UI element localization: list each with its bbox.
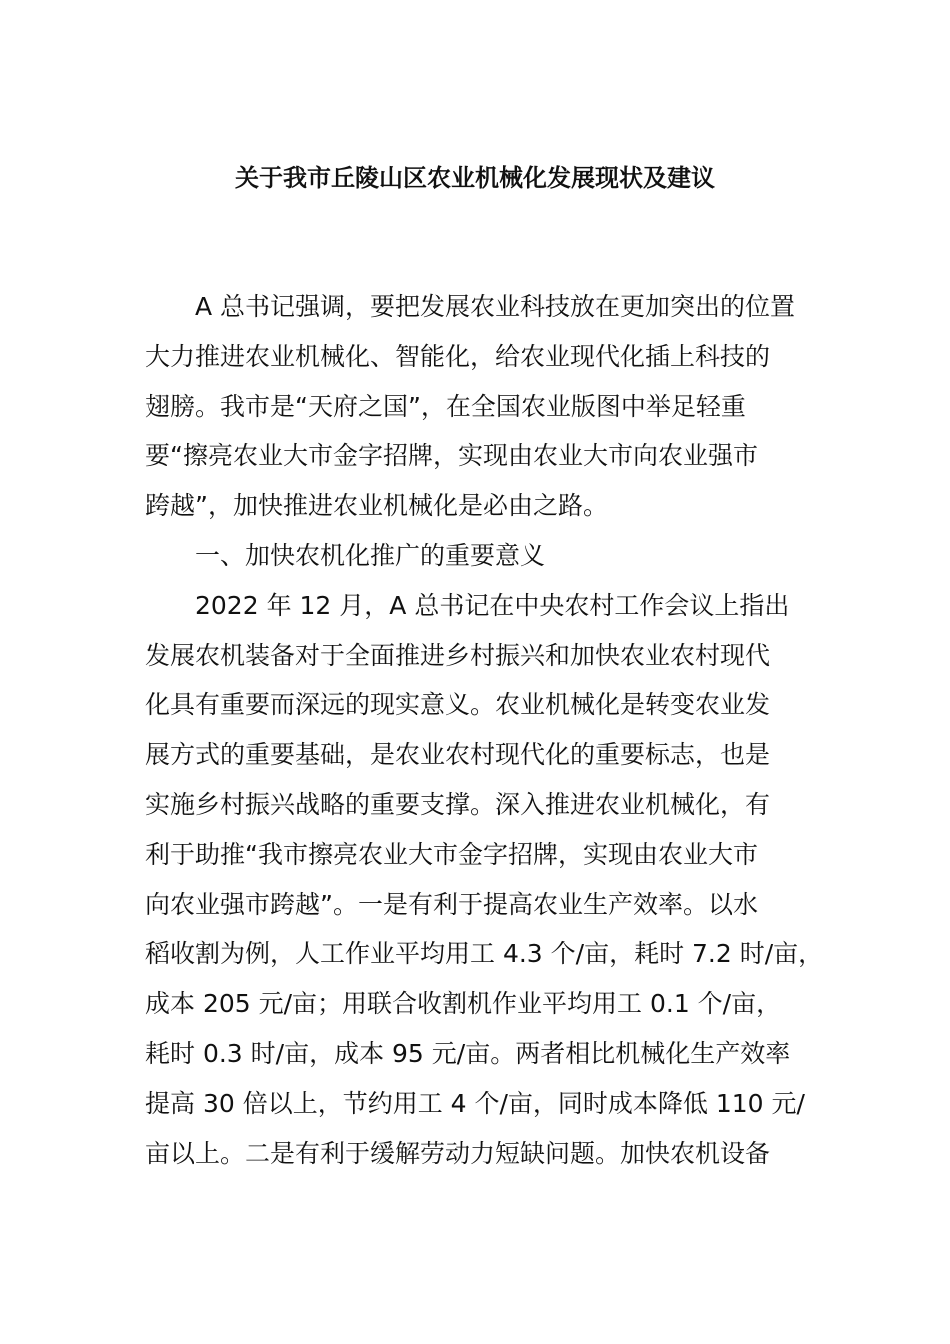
paragraph-line: 2022 年 12 月，A 总书记在中央农村工作会议上指出 bbox=[195, 590, 790, 620]
paragraph-line: 稻收割为例，人工作业平均用工 4.3 个/亩，耗时 7.2 时/亩， bbox=[145, 939, 824, 969]
paragraph-line: 化具有重要而深远的现实意义。农业机械化是转变农业发 bbox=[145, 690, 771, 720]
paragraph-line: 发展农机装备对于全面推进乡村振兴和加快农业农村现代 bbox=[145, 640, 771, 670]
paragraph-line: 实施乡村振兴战略的重要支撑。深入推进农业机械化，有 bbox=[145, 789, 771, 819]
paragraph-line: 展方式的重要基础，是农业农村现代化的重要标志，也是 bbox=[145, 740, 771, 770]
paragraph-line: A 总书记强调，要把发展农业科技放在更加突出的位置 bbox=[195, 292, 796, 321]
paragraph-line: 提高 30 倍以上，节约用工 4 个/亩，同时成本降低 110 元/ bbox=[145, 1088, 805, 1118]
paragraph-line: 亩以上。二是有利于缓解劳动力短缺问题。加快农机设备 bbox=[145, 1138, 771, 1168]
paragraph-line: 成本 205 元/亩；用联合收割机作业平均用工 0.1 个/亩， bbox=[145, 989, 782, 1019]
document-body bbox=[145, 282, 835, 1178]
paragraph-line: 向农业强市跨越”。一是有利于提高农业生产效率。以水 bbox=[145, 889, 758, 919]
paragraph-line: 翅膀。我市是“天府之国”，在全国农业版图中举足轻重 bbox=[145, 391, 746, 421]
section-heading: 一、加快农机化推广的重要意义 bbox=[195, 540, 546, 570]
paragraph-line: 大力推进农业机械化、智能化，给农业现代化插上科技的 bbox=[145, 341, 771, 371]
paragraph-line: 耗时 0.3 时/亩，成本 95 元/亩。两者相比机械化生产效率 bbox=[145, 1038, 791, 1068]
document-title: 关于我市丘陵山区农业机械化发展现状及建议 bbox=[235, 164, 715, 192]
paragraph-line: 要“擦亮农业大市金字招牌，实现由农业大市向农业强市 bbox=[145, 441, 758, 471]
paragraph-line: 利于助推“我市擦亮农业大市金字招牌，实现由农业大市 bbox=[145, 839, 758, 869]
paragraph-line: 跨越”，加快推进农业机械化是必由之路。 bbox=[145, 491, 608, 521]
